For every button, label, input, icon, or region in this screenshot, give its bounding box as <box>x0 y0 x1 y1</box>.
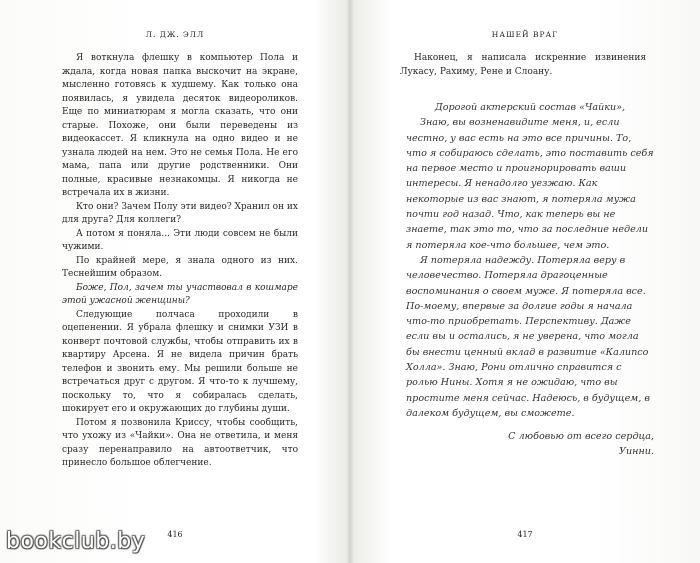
letter-block <box>406 100 654 460</box>
right-running-head: НАШЕЙ ВРАГ <box>491 30 559 39</box>
paragraph: По крайней мере, я знала одного из них. Теснейшим образом. <box>62 255 298 279</box>
paragraph-italic-thought: Боже, Пол, зачем ты участвовал в кошмаре этой ужасной женщины? <box>62 282 298 306</box>
paragraph: Потом я позвонила Криссу, чтобы сообщить, что ухожу из «Чайки». Она не ответила, и меня сразу перенаправило на автоответчик, что принесло большое облегчение. <box>62 417 298 468</box>
letter-signature: Уинни. <box>619 446 654 458</box>
letter-paragraph: Я потеряла надежду. Потеряла веру в человечество. Потеряла драгоценные воспоминания о своем муже. Я потеряла все. По-моему, впервые за долгие годы я начала что-то приобретать. Перспективу. Даже если вы и остались, я не уверена, что могла бы внести ценный вклад в развитие «Калипсо Холла». Знаю, Рони отлично справится с ролью Нины. Хотя я не ожидаю, что вы простите меня сейчас. Надеюсь, в будущем, в далеком будущем, вы сможете. <box>406 254 650 419</box>
left-page-text <box>62 52 298 471</box>
letter-greeting: Дорогой актерский состав «Чайки», <box>434 102 626 113</box>
right-page-intro <box>400 52 646 79</box>
letter-closing: С любовью от всего сердца, <box>508 431 654 443</box>
paragraph: Я воткнула флешку в компьютер Пола и ждала, когда новая папка выскочит на экране, мысленно готовясь к худшему. Как только она появилась, я увидела десяток видеороликов. Еще по миниатюрам я могла сказать, что они старые. Похоже, они были переведены из видеокассет. Я кликнула на одно видео и не узнала людей на нем. Это не семья Пола. Не его мама, папа или другие родственники. Они полные, красивые незнакомцы. Я никогда не встречала их в жизни. <box>62 53 298 198</box>
paragraph: Наконец, я написала искренние извинения Лукасу, Рахиму, Рене и Слоану. <box>400 53 646 77</box>
paragraph: Кто они? Зачем Полу эти видео? Хранил он их для друга? Для коллеги? <box>62 201 298 225</box>
left-page-number: 416 <box>167 530 183 539</box>
right-page-number: 417 <box>517 530 533 539</box>
letter-paragraph: Знаю, вы возненавидите меня, и, если честно, у вас есть на это все причины. То, что я собираюсь сделать, это поставить себя на первое место и проигнорировать ваши интересы. Я ненадолго уезжаю. Как некоторые из вас знают, я потеряла мужа почти год назад. Что, как теперь вы не знаете, так это то, что за последние недели я потеряла кое-что большее, чем это. <box>406 117 654 251</box>
right-page <box>350 0 700 563</box>
paragraph: Следующие полчаса проходили в оцепенении. Я убрала флешку и снимки УЗИ в конверт почтовой службы, чтобы отправить их в квартиру Арсена. Я не видела причин брать телефон и звонить ему. Мы решили больше не встречаться друг с другом. Я что-то к лучшему, поскольку то, что я собиралась сделать, шокирует его и окружающих до глубины души. <box>62 309 298 414</box>
paragraph: А потом я поняла... Эти люди совсем не были чужими. <box>62 228 298 252</box>
left-running-head: Л. ДЖ. ЭЛЛ <box>145 30 205 39</box>
site-watermark: bookclub.by <box>6 529 146 554</box>
